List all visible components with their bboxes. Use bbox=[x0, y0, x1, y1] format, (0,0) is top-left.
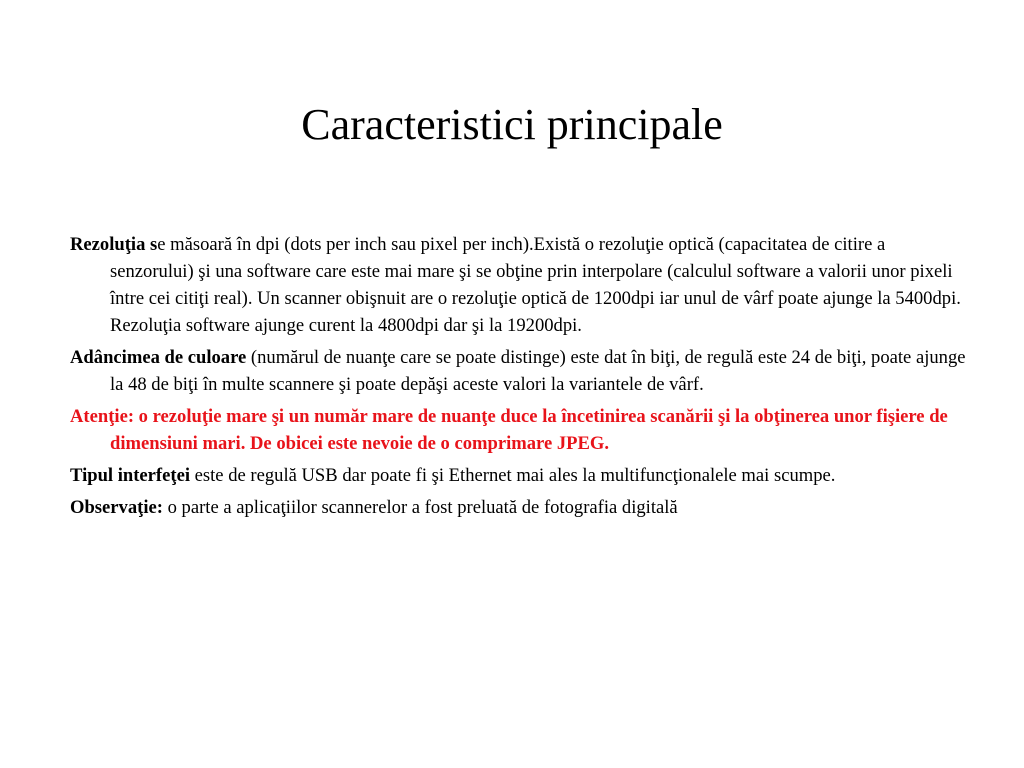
text-interface-type: este de regulă USB dar poate fi şi Ethernet mai ales la multifuncţionalele mai scumpe. bbox=[190, 465, 836, 486]
slide-title: Caracteristici principale bbox=[301, 100, 723, 149]
paragraph-warning bbox=[70, 403, 970, 457]
text-observation: o parte a aplicaţiilor scannerelor a fost preluată de fotografia digitală bbox=[162, 497, 678, 518]
text-color-depth: (numărul de nuanţe care se poate distinge) este dat în biţi, de regulă este 24 de biţi, poate ajunge la 48 de biţi în multe scannere şi poate depăşi aceste valori la variantele de vârf. bbox=[110, 347, 966, 395]
text-warning: Atenţie: o rezoluţie mare şi un număr mare de nuanţe duce la încetinirea scanării şi la obţinerea unor fişiere de dimensiuni mari. De obicei este nevoie de o comprimare JPEG. bbox=[70, 406, 948, 454]
term-color-depth: Adâncimea de culoare bbox=[70, 347, 247, 368]
paragraph-interface-type bbox=[70, 462, 970, 489]
term-observation: Observaţie: bbox=[70, 497, 163, 518]
paragraph-color-depth bbox=[70, 344, 970, 398]
slide-body bbox=[70, 231, 970, 526]
term-interface-type: Tipul interfeţei bbox=[70, 465, 190, 486]
paragraph-observation bbox=[70, 494, 970, 521]
text-resolution: e măsoară în dpi (dots per inch sau pixel per inch).Există o rezoluţie optică (capacitatea de citire a senzorului) şi una software care este mai mare şi se obţine prin interpolare (calculul software a valorii unor pixeli între cei citiţi real). Un scanner obişnuit are o rezoluţie optică de 1200dpi iar unul de vârf poate ajunge la 5400dpi. Rezoluţia software ajunge curent la 4800dpi dar şi la 19200dpi. bbox=[110, 234, 961, 336]
term-resolution: Rezoluţia s bbox=[70, 234, 158, 255]
paragraph-resolution bbox=[70, 231, 970, 339]
